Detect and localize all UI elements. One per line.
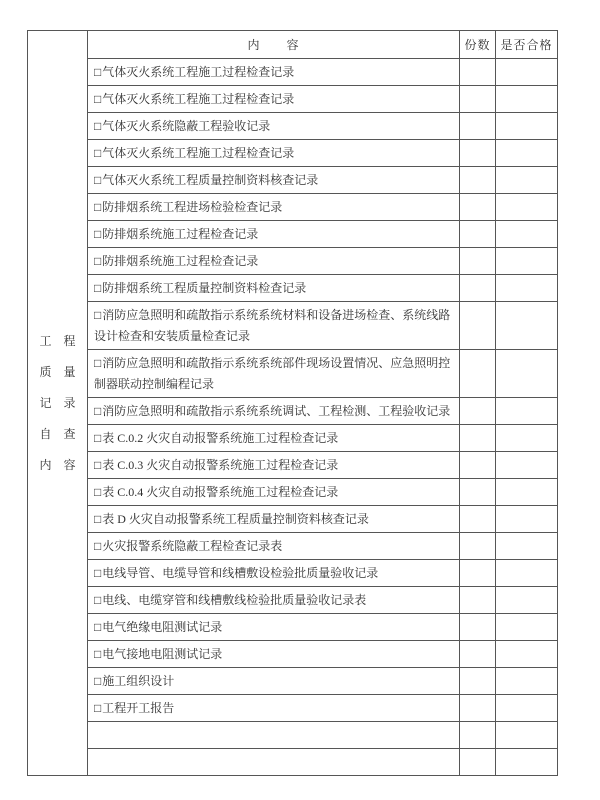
copies-cell[interactable] (460, 614, 496, 641)
table-row (28, 749, 558, 776)
content-cell (88, 302, 460, 350)
content-cell (88, 479, 460, 506)
checkbox-icon[interactable]: □ (94, 91, 102, 106)
qualified-cell[interactable] (496, 425, 558, 452)
checkbox-icon[interactable]: □ (94, 646, 102, 661)
qualified-cell[interactable] (496, 560, 558, 587)
checkbox-icon[interactable]: □ (94, 700, 102, 715)
qualified-cell[interactable] (496, 506, 558, 533)
table-row (28, 302, 558, 350)
copies-cell[interactable] (460, 479, 496, 506)
row-label: 工程开工报告 (102, 700, 175, 715)
copies-cell[interactable] (460, 722, 496, 749)
col-header-copies: 份数 (460, 31, 496, 59)
qualified-cell[interactable] (496, 140, 558, 167)
qualified-cell[interactable] (496, 452, 558, 479)
table-row (28, 275, 558, 302)
content-cell (88, 221, 460, 248)
content-cell (88, 560, 460, 587)
row-label: 防排烟系统施工过程检查记录 (102, 253, 259, 268)
copies-cell[interactable] (460, 221, 496, 248)
qualified-cell[interactable] (496, 533, 558, 560)
qualified-cell[interactable] (496, 302, 558, 350)
checkbox-icon[interactable]: □ (94, 538, 102, 553)
row-label: 消防应急照明和疏散指示系统系统部件现场设置情况、应急照明控制器联动控制编程记录 (94, 355, 451, 391)
checkbox-icon[interactable]: □ (94, 64, 102, 79)
row-label: 防排烟系统工程进场检验检查记录 (102, 199, 283, 214)
side-header-line: 工 程 (39, 333, 76, 348)
checkbox-icon[interactable]: □ (94, 253, 102, 268)
checkbox-icon[interactable]: □ (94, 673, 102, 688)
side-header-line: 内 容 (39, 457, 76, 472)
table-row (28, 695, 558, 722)
copies-cell[interactable] (460, 113, 496, 140)
checkbox-icon[interactable]: □ (94, 172, 102, 187)
table-row (28, 722, 558, 749)
checkbox-icon[interactable]: □ (94, 118, 102, 133)
checkbox-icon[interactable]: □ (94, 457, 102, 472)
copies-cell[interactable] (460, 302, 496, 350)
row-label: 表 C.0.3 火灾自动报警系统施工过程检查记录 (102, 457, 339, 472)
row-label: 电线导管、电缆导管和线槽敷设检验批质量验收记录 (102, 565, 379, 580)
content-cell (88, 533, 460, 560)
table-row (28, 614, 558, 641)
content-cell (88, 398, 460, 425)
row-label: 施工组织设计 (102, 673, 175, 688)
row-label: 防排烟系统施工过程检查记录 (102, 226, 259, 241)
content-cell (88, 452, 460, 479)
checkbox-icon[interactable]: □ (94, 511, 102, 526)
qualified-cell[interactable] (496, 167, 558, 194)
qualified-cell[interactable] (496, 86, 558, 113)
col-header-qualified: 是否合格 (496, 31, 558, 59)
content-cell (88, 113, 460, 140)
row-label: 表 D 火灾自动报警系统工程质量控制资料核查记录 (102, 511, 369, 526)
content-cell (88, 425, 460, 452)
qualified-cell[interactable] (496, 722, 558, 749)
table-row (28, 641, 558, 668)
copies-cell[interactable] (460, 398, 496, 425)
content-cell (88, 641, 460, 668)
row-label: 消防应急照明和疏散指示系统系统调试、工程检测、工程验收记录 (102, 403, 451, 418)
copies-cell[interactable] (460, 695, 496, 722)
copies-cell[interactable] (460, 668, 496, 695)
content-cell (88, 749, 460, 776)
col-header-content: 内 容 (88, 31, 460, 59)
copies-cell[interactable] (460, 641, 496, 668)
table-row (28, 221, 558, 248)
qualified-cell[interactable] (496, 275, 558, 302)
table-row (28, 398, 558, 425)
row-label: 气体灭火系统工程施工过程检查记录 (102, 91, 295, 106)
table-row (28, 560, 558, 587)
table-row (28, 479, 558, 506)
qualified-cell[interactable] (496, 749, 558, 776)
copies-cell[interactable] (460, 248, 496, 275)
table-row (28, 506, 558, 533)
copies-cell[interactable] (460, 350, 496, 398)
table-row (28, 668, 558, 695)
table-row (28, 587, 558, 614)
checkbox-icon[interactable]: □ (94, 355, 102, 370)
checkbox-icon[interactable]: □ (94, 145, 102, 160)
checkbox-icon[interactable]: □ (94, 430, 102, 445)
qualified-cell[interactable] (496, 59, 558, 86)
content-cell (88, 350, 460, 398)
content-cell (88, 140, 460, 167)
row-label: 电线、电缆穿管和线槽敷线检验批质量验收记录表 (102, 592, 367, 607)
qualified-cell[interactable] (496, 350, 558, 398)
row-label: 气体灭火系统隐蔽工程验收记录 (102, 118, 271, 133)
copies-cell[interactable] (460, 749, 496, 776)
side-header-line: 自 查 (39, 426, 76, 441)
checkbox-icon[interactable]: □ (94, 199, 102, 214)
table-row (28, 140, 558, 167)
copies-cell[interactable] (460, 140, 496, 167)
content-cell (88, 275, 460, 302)
checkbox-icon[interactable]: □ (94, 280, 102, 295)
content-cell (88, 587, 460, 614)
content-cell (88, 86, 460, 113)
row-label: 电气绝缘电阻测试记录 (102, 619, 223, 634)
table-row (28, 86, 558, 113)
copies-cell[interactable] (460, 506, 496, 533)
row-label: 电气接地电阻测试记录 (102, 646, 223, 661)
copies-cell[interactable] (460, 425, 496, 452)
self-check-table (27, 30, 558, 776)
checkbox-icon[interactable]: □ (94, 592, 102, 607)
row-label: 气体灭火系统工程质量控制资料核查记录 (102, 172, 319, 187)
qualified-cell[interactable] (496, 641, 558, 668)
checkbox-icon[interactable]: □ (94, 565, 102, 580)
copies-cell[interactable] (460, 86, 496, 113)
copies-cell[interactable] (460, 533, 496, 560)
table-row (28, 113, 558, 140)
header-row (28, 31, 558, 59)
qualified-cell[interactable] (496, 221, 558, 248)
table-row (28, 533, 558, 560)
qualified-cell[interactable] (496, 587, 558, 614)
table-row (28, 350, 558, 398)
content-cell (88, 59, 460, 86)
copies-cell[interactable] (460, 452, 496, 479)
copies-cell[interactable] (460, 587, 496, 614)
content-cell (88, 722, 460, 749)
row-label: 气体灭火系统工程施工过程检查记录 (102, 64, 295, 79)
copies-cell[interactable] (460, 59, 496, 86)
row-label: 表 C.0.4 火灾自动报警系统施工过程检查记录 (102, 484, 339, 499)
copies-cell[interactable] (460, 275, 496, 302)
table-row (28, 194, 558, 221)
side-header (28, 31, 88, 776)
content-cell (88, 248, 460, 275)
row-label: 气体灭火系统工程施工过程检查记录 (102, 145, 295, 160)
content-cell (88, 167, 460, 194)
row-label: 火灾报警系统隐蔽工程检查记录表 (102, 538, 283, 553)
table-row (28, 248, 558, 275)
qualified-cell[interactable] (496, 248, 558, 275)
content-cell (88, 194, 460, 221)
qualified-cell[interactable] (496, 398, 558, 425)
row-label: 消防应急照明和疏散指示系统系统材料和设备进场检查、系统线路设计检查和安装质量检查记录 (94, 307, 451, 343)
qualified-cell[interactable] (496, 695, 558, 722)
checkbox-icon[interactable]: □ (94, 484, 102, 499)
row-label: 表 C.0.2 火灾自动报警系统施工过程检查记录 (102, 430, 339, 445)
checkbox-icon[interactable]: □ (94, 226, 102, 241)
table-row (28, 452, 558, 479)
qualified-cell[interactable] (496, 668, 558, 695)
qualified-cell[interactable] (496, 113, 558, 140)
side-header-line: 记 录 (39, 395, 76, 410)
content-cell (88, 614, 460, 641)
table-row (28, 425, 558, 452)
qualified-cell[interactable] (496, 479, 558, 506)
qualified-cell[interactable] (496, 194, 558, 221)
content-cell (88, 668, 460, 695)
content-cell (88, 695, 460, 722)
side-header-line: 质 量 (39, 364, 76, 379)
table-row (28, 59, 558, 86)
copies-cell[interactable] (460, 167, 496, 194)
table-row (28, 167, 558, 194)
qualified-cell[interactable] (496, 614, 558, 641)
checkbox-icon[interactable]: □ (94, 403, 102, 418)
row-label: 防排烟系统工程质量控制资料检查记录 (102, 280, 307, 295)
content-cell (88, 506, 460, 533)
checkbox-icon[interactable]: □ (94, 307, 102, 322)
table-body (28, 31, 558, 776)
copies-cell[interactable] (460, 560, 496, 587)
checkbox-icon[interactable]: □ (94, 619, 102, 634)
copies-cell[interactable] (460, 194, 496, 221)
